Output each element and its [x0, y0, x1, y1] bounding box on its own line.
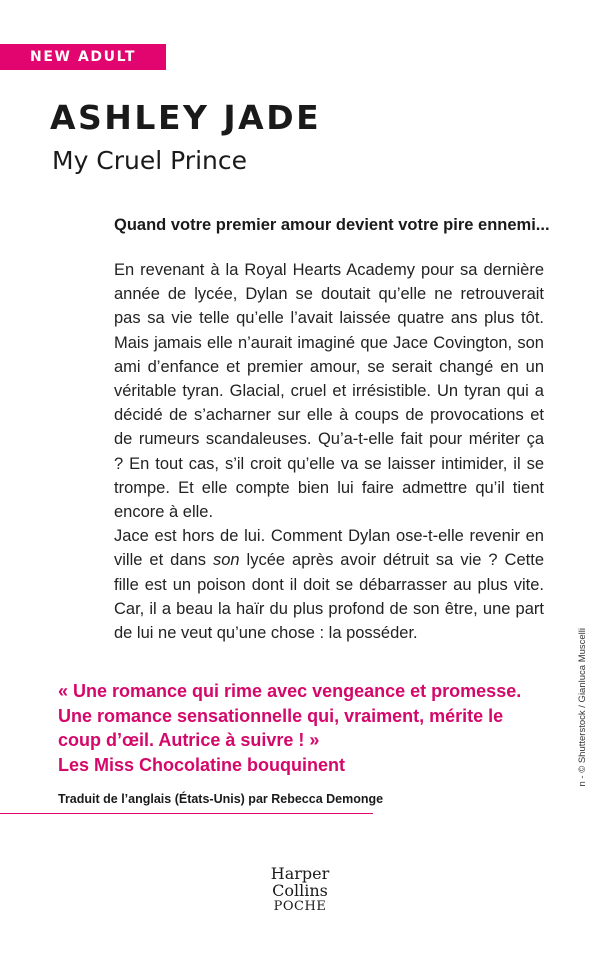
quote-source: Les Miss Chocolatine bouquinent — [58, 754, 346, 775]
blurb-paragraph-2 — [114, 524, 544, 645]
publisher-line-3: POCHE — [273, 899, 327, 914]
press-quote — [58, 679, 538, 777]
divider-rule — [0, 813, 373, 814]
genre-tag — [0, 44, 166, 70]
blurb-p2-italic: son — [212, 551, 240, 570]
blurb — [114, 258, 544, 645]
quote-line-1: « Une romance qui rime avec vengeance et promesse. — [58, 681, 522, 701]
blurb-p2-start: Jace est hors de lui. Comment Dylan ose-t-elle revenir en ville et dans — [114, 527, 544, 570]
genre-label: NEW ADULT — [30, 49, 136, 65]
publisher-logo — [263, 865, 337, 914]
book-title: My Cruel Prince — [52, 146, 247, 175]
quote-line-3: coup d’œil. Autrice à suivre ! » — [58, 730, 320, 750]
quote-line-2: Une romance sensationnelle qui, vraiment, mérite le — [58, 705, 504, 726]
publisher-line-1: Harper — [270, 864, 330, 883]
blurb-paragraph-1: En revenant à la Royal Hearts Academy pour sa dernière année de lycée, Dylan se doutait qu’elle ne retrouverait pas sa vie telle qu’elle l’avait laissée quatre ans plus tôt. Mais jamais elle n’aurait imaginé que Jace Covington, son ami d’enfance et premier amour, se serait changé en un véritable tyran. Glacial, cruel et irrésistible. Un tyran qui a décidé de s’acharner sur elle à coups de provocations et de rumeurs scandaleuses. Qu’a-t-elle fait pour mériter ça ? En tout cas, s’il croit qu’elle va se laisser intimider, il se trompe. Et elle compte bien lui faire admettre qu’il tient encore à elle. — [114, 261, 544, 522]
photo-credit: n - © Shutterstock / Gianluca Muscelli — [577, 628, 588, 787]
tagline: Quand votre premier amour devient votre pire ennemi... — [114, 216, 550, 234]
publisher-line-2: Collins — [272, 881, 328, 900]
translator-credit: Traduit de l’anglais (États-Unis) par Rebecca Demonge — [58, 792, 384, 806]
author-name: ASHLEY JADE — [50, 98, 322, 137]
blurb-p2-end: lycée après avoir détruit sa vie ? Cette fille est un poison dont il doit se débarrasser au plus vite. Car, il a beau la haïr du plus profond de son être, une part de lui ne veut qu’une chose : la posséder. — [114, 551, 544, 643]
